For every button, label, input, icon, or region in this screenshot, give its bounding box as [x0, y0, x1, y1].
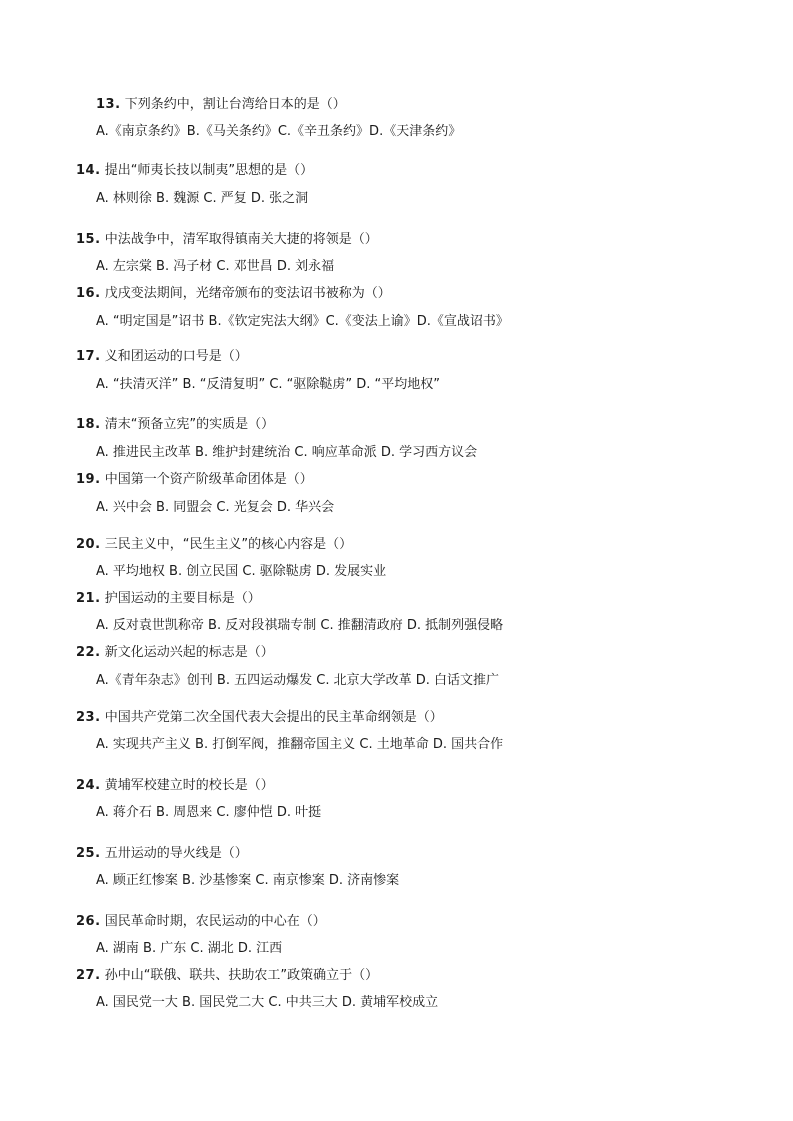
answer-options: A. 推进民主改革 B. 维护封建统治 C. 响应革命派 D. 学习西方议会: [96, 445, 478, 460]
answer-options: A. 湖南 B. 广东 C. 湖北 D. 江西: [96, 941, 283, 956]
question-number: 22 .: [76, 645, 101, 660]
question-text: 戊戌变法期间，光绪帝颁布的变法诏书被称为（）: [104, 286, 391, 301]
answer-options: A. 平均地权 B. 创立民国 C. 驱除鞑虏 D. 发展实业: [96, 564, 387, 579]
answer-options: A. 林则徐 B. 魏源 C. 严复 D. 张之洞: [96, 191, 309, 206]
question-text: 下列条约中，割让台湾给日本的是（）: [124, 97, 346, 112]
question-text: 提出“师夷长技以制夷”思想的是（）: [104, 163, 314, 178]
question-text: 义和团运动的口号是（）: [104, 349, 248, 364]
question-stem: [76, 473, 313, 486]
question-stem: [76, 969, 378, 982]
question-number: 18 .: [76, 417, 101, 432]
answer-options: A. 国民党一大 B. 国民党二大 C. 中共三大 D. 黄埔军校成立: [96, 995, 439, 1010]
answer-options: A. 顾正红惨案 B. 沙基惨案 C. 南京惨案 D. 济南惨案: [96, 873, 400, 888]
answer-options: A. “扶清灭洋” B. “反清复明” C. “驱除鞑虏” D. “平均地权”: [96, 377, 441, 392]
question-text: 三民主义中，“民生主义”的核心内容是（）: [104, 537, 353, 552]
question-number: 15 .: [76, 232, 101, 247]
question-text: 黄埔军校建立时的校长是（）: [104, 778, 274, 793]
question-text: 五卅运动的导火线是（）: [104, 846, 248, 861]
question-number: 25 .: [76, 846, 101, 861]
answer-options: A. “明定国是”诏书 B.《钦定宪法大纲》C.《变法上谕》D.《宣战诏书》: [96, 314, 509, 329]
question-stem: [76, 592, 261, 605]
question-stem: [96, 98, 346, 111]
question-text: 中国第一个资产阶级革命团体是（）: [104, 472, 313, 487]
question-number: 24 .: [76, 778, 101, 793]
question-number: 27 .: [76, 968, 101, 983]
question-stem: [76, 711, 443, 724]
answer-options: A.《青年杂志》创刊 B. 五四运动爆发 C. 北京大学改革 D. 白话文推广: [96, 673, 499, 688]
question-number: 26 .: [76, 914, 101, 929]
question-text: 清末“预备立宪”的实质是（）: [104, 417, 275, 432]
question-text: 中法战争中，清军取得镇南关大捷的将领是（）: [104, 232, 378, 247]
question-number: 23 .: [76, 710, 101, 725]
question-number: 17 .: [76, 349, 101, 364]
question-stem: [76, 350, 248, 363]
question-stem: [76, 164, 313, 177]
question-number: 20 .: [76, 537, 101, 552]
question-text: 中国共产党第二次全国代表大会提出的民主革命纲领是（）: [104, 710, 443, 725]
question-stem: [76, 233, 378, 246]
question-number: 21 .: [76, 591, 101, 606]
question-stem: [76, 287, 391, 300]
answer-options: A. 兴中会 B. 同盟会 C. 光复会 D. 华兴会: [96, 500, 335, 515]
question-stem: [76, 538, 352, 551]
question-stem: [76, 847, 248, 860]
question-number: 19 .: [76, 472, 101, 487]
answer-options: A. 蒋介石 B. 周恩来 C. 廖仲恺 D. 叶挺: [96, 805, 322, 820]
answer-options: A.《南京条约》B.《马关条约》C.《辛丑条约》D.《天津条约》: [96, 124, 462, 139]
answer-options: A. 实现共产主义 B. 打倒军阀，推翻帝国主义 C. 土地革命 D. 国共合作: [96, 737, 504, 752]
question-stem: [76, 915, 326, 928]
question-number: 13 .: [96, 97, 121, 112]
question-text: 国民革命时期，农民运动的中心在（）: [104, 914, 326, 929]
question-number: 14 .: [76, 163, 101, 178]
answer-options: A. 左宗棠 B. 冯子材 C. 邓世昌 D. 刘永福: [96, 259, 335, 274]
answer-options: A. 反对袁世凯称帝 B. 反对段祺瑞专制 C. 推翻清政府 D. 抵制列强侵略: [96, 618, 504, 633]
question-stem: [76, 779, 274, 792]
question-text: 新文化运动兴起的标志是（）: [104, 645, 274, 660]
question-number: 16 .: [76, 286, 101, 301]
question-stem: [76, 646, 274, 659]
question-text: 孙中山“联俄、联共、扶助农工”政策确立于（）: [104, 968, 379, 983]
question-text: 护国运动的主要目标是（）: [104, 591, 261, 606]
question-stem: [76, 418, 274, 431]
